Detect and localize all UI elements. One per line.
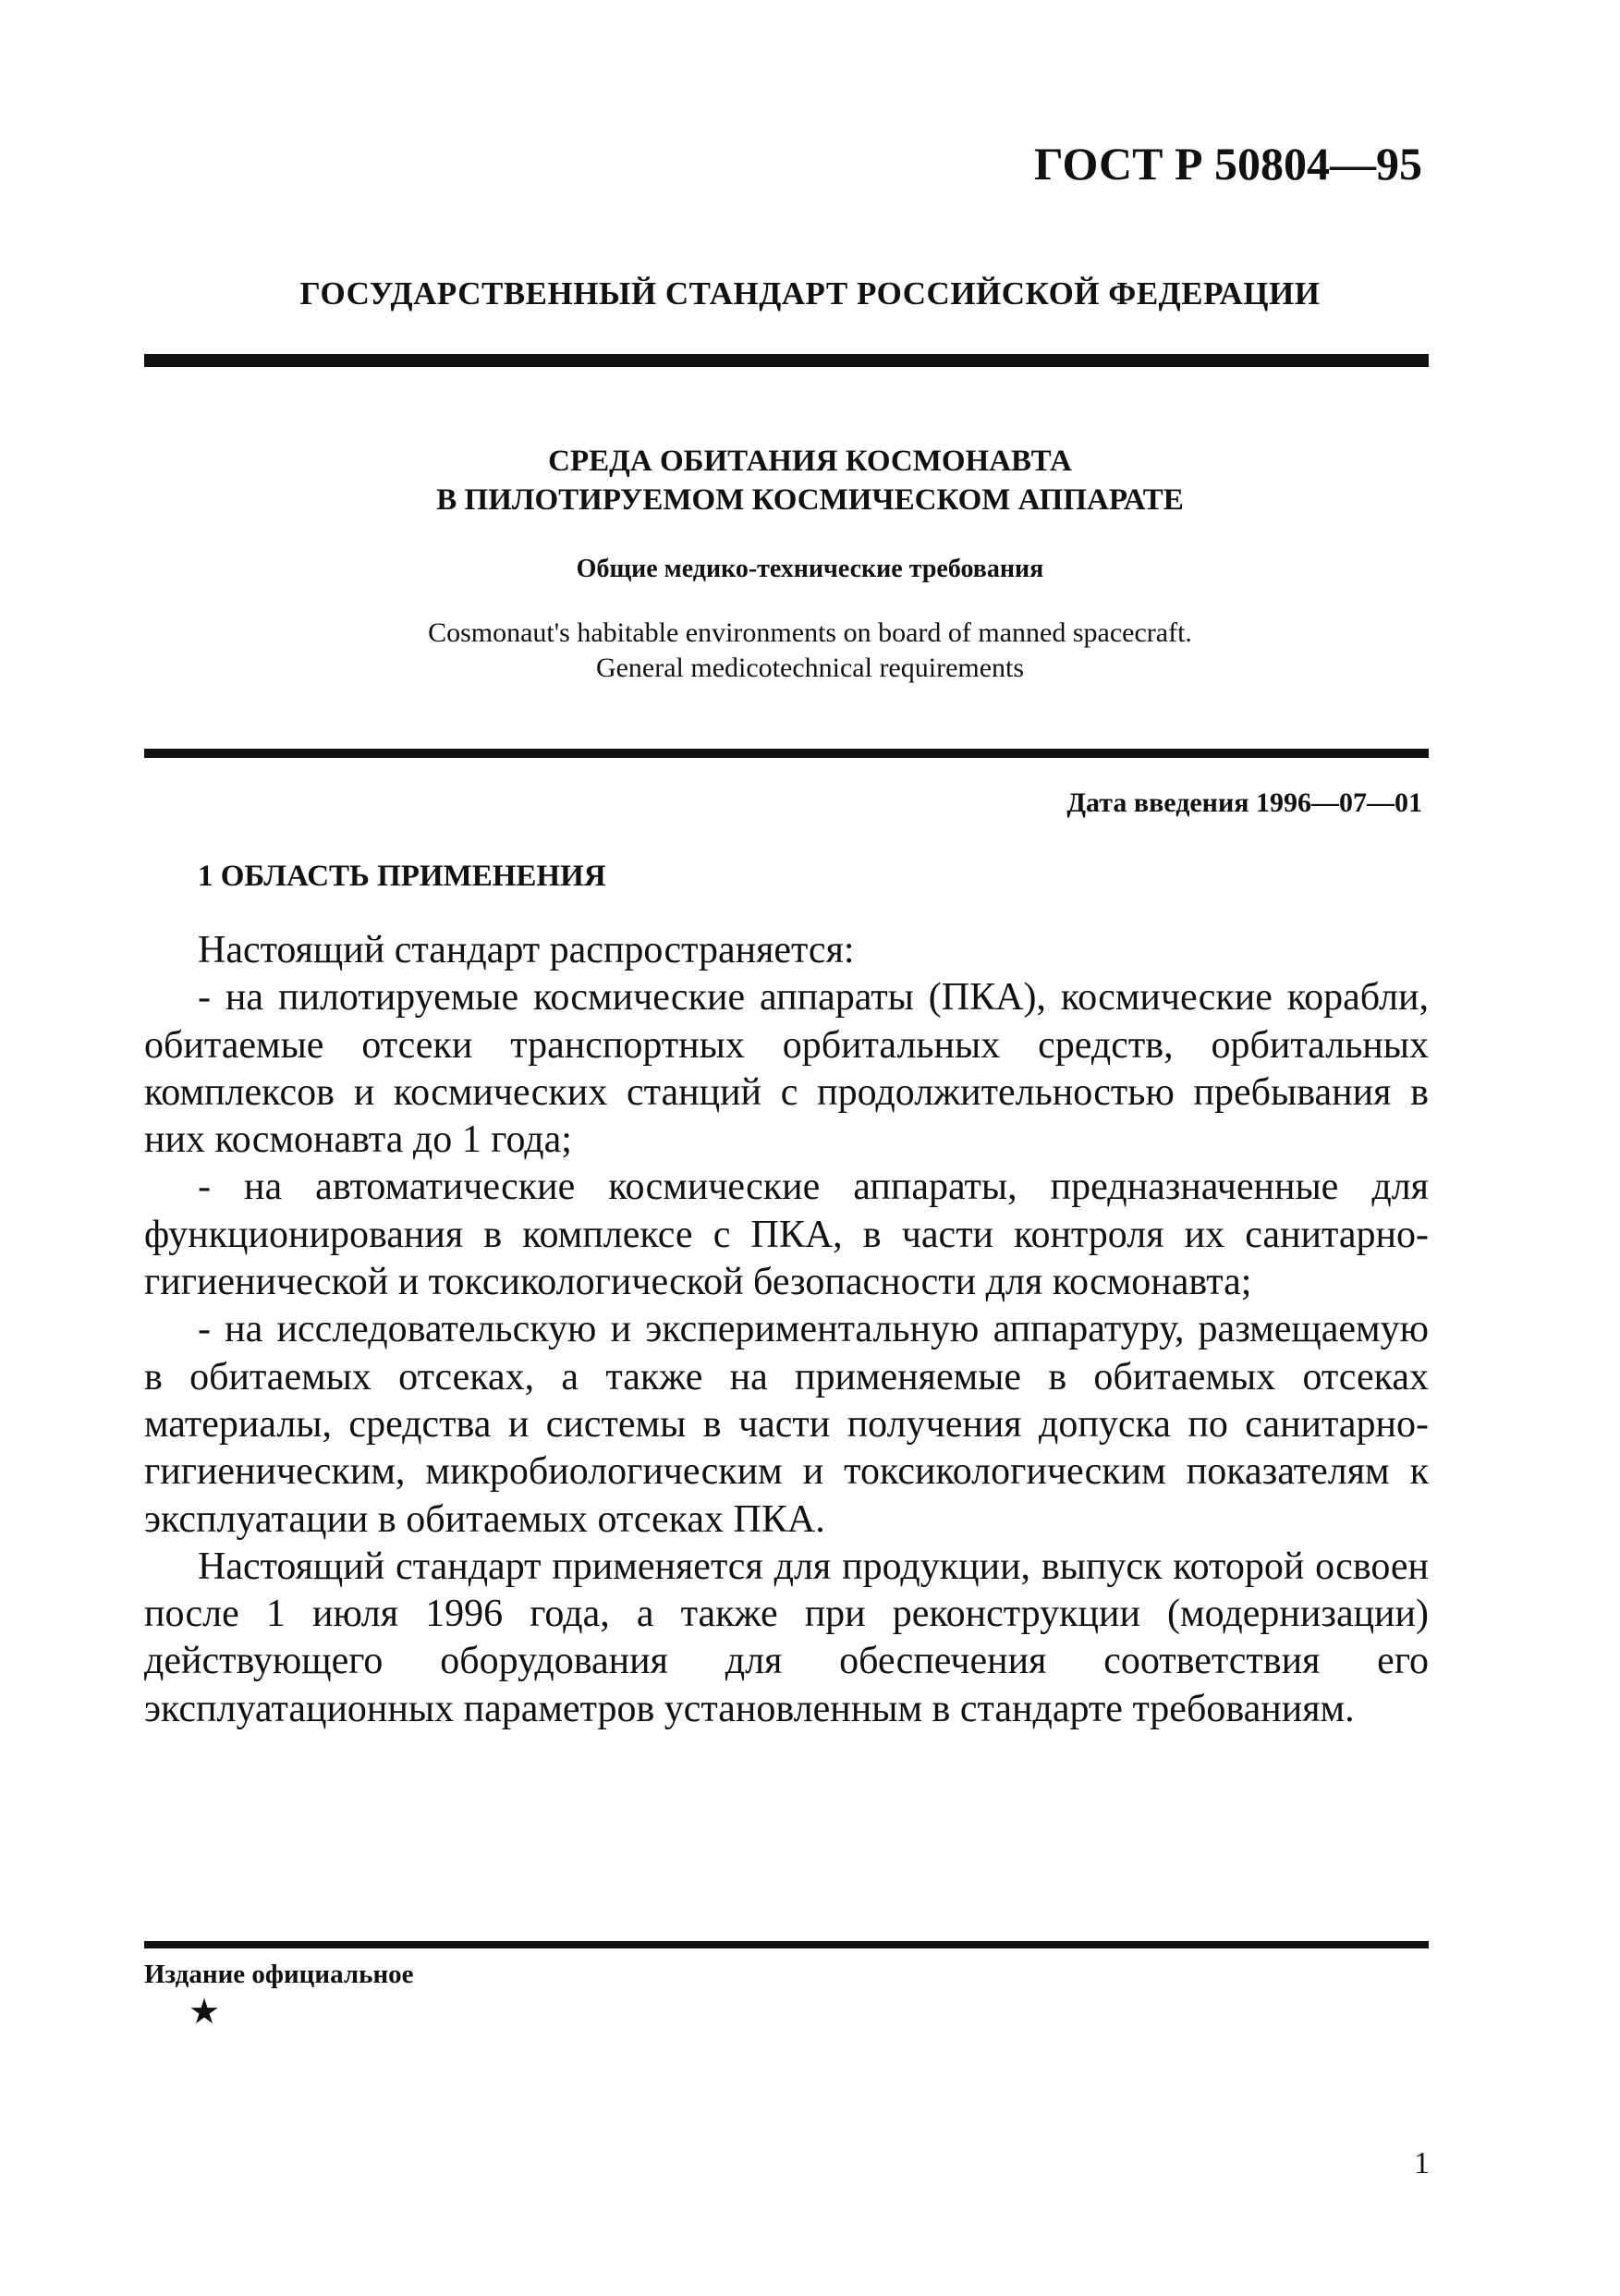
- page-number: 1: [1414, 2146, 1430, 2180]
- state-standard-heading: ГОСУДАРСТВЕННЫЙ СТАНДАРТ РОССИЙСКОЙ ФЕДЕРАЦИИ: [299, 275, 1321, 311]
- top-rule: [144, 354, 1429, 367]
- paragraph: Настоящий стандарт применяется для продукции, выпуск которой освоен после 1 июля 1996 года, а также при реконструкции (модернизации) действующего оборудования для обеспечения соответствия его эксплуатационных параметров установленным в стандарте требованиям.: [144, 1545, 1429, 1730]
- introduction-date: Дата введения 1996—07—01: [1066, 788, 1422, 818]
- paragraph: - на исследовательскую и экспериментальную аппаратуру, размещаемую в обитаемых отсеках, а также на применяемые в обитаемых отсеках материалы, средства и системы в части получения допуска по санитарно-гигиеническим, микробиологическим и токсикологическим показателям к эксплуатации в обитаемых отсеках ПКА.: [144, 1308, 1429, 1541]
- title-block: [0, 442, 1620, 686]
- section-body: [144, 927, 1429, 1733]
- section-heading: 1 ОБЛАСТЬ ПРИМЕНЕНИЯ: [198, 860, 606, 893]
- english-title: [0, 616, 1620, 686]
- document-code: ГОСТ Р 50804—95: [1033, 138, 1422, 189]
- paragraph: - на пилотируемые космические аппараты (ПКА), космические корабли, обитаемые отсеки транспортных орбитальных средств, орбитальных комплексов и космических станций с продолжительностью пребывания в них космонавта до 1 года;: [144, 976, 1429, 1162]
- edition-label: Издание официальное: [144, 1960, 414, 1989]
- paragraph: - на автоматические космические аппараты, предназначенные для функционирования в комплексе с ПКА, в части контроля их санитарно-гигиенической и токсикологической безопасности для космонавта;: [144, 1166, 1429, 1304]
- english-title-line-1: Cosmonaut's habitable environments on board of manned spacecraft.: [428, 617, 1192, 648]
- title-line-2: В ПИЛОТИРУЕМОМ КОСМИЧЕСКОМ АППАРАТЕ: [436, 483, 1184, 517]
- subtitle: Общие медико-технические требования: [576, 555, 1044, 583]
- title-line-1: СРЕДА ОБИТАНИЯ КОСМОНАВТА: [548, 445, 1072, 478]
- paragraph: Настоящий стандарт распространяется:: [198, 929, 855, 971]
- star-icon: ★: [189, 1993, 221, 2032]
- english-title-line-2: General medicotechnical requirements: [595, 653, 1025, 683]
- bottom-rule: [144, 1941, 1429, 1948]
- middle-rule: [144, 749, 1429, 758]
